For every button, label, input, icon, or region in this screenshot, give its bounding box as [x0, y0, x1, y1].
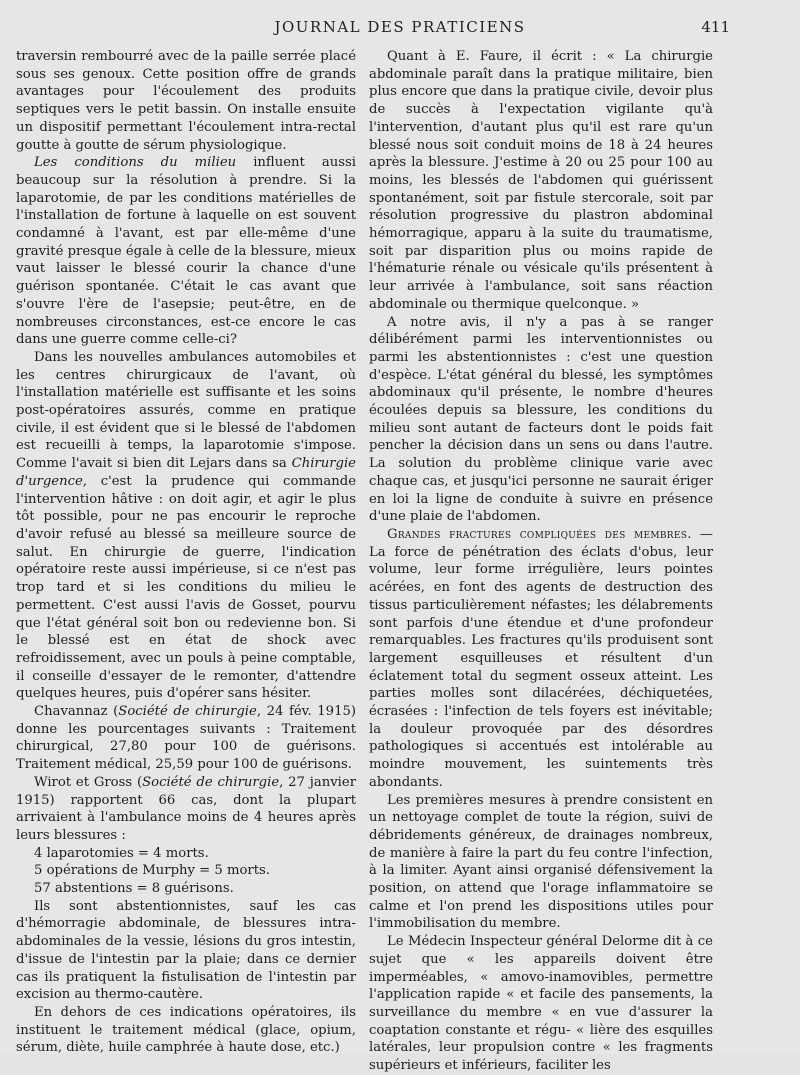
right-column	[369, 48, 713, 1075]
paragraph	[369, 526, 713, 792]
paragraph-text: Dans les nouvelles ambulances automobiles et les centres chirurgicaux de l'avant, où l'installation matérielle est suffisante et les soins post-opératoires assurés, comme en pratique civile, il est évident que si le blessé de l'abdomen est recueilli à temps, la laparotomie s'impose. Comme l'avait si bien dit Lejars dans sa	[16, 349, 356, 472]
page-header	[0, 14, 800, 44]
paragraph-text: , c'est la prudence qui commande l'intervention hâtive : on doit agir, et agir le plus tôt possible, pour ne pas encourir le reproche d'avoir refusé au blessé sa meilleure source de salut. En chirurgie de guerre, l'indication opératoire reste aussi impérieuse, si ce n'est pas trop tard et si les conditions du milieu le permettent. C'est aussi l'avis de Gosset, pourvu que l'état général soit bon ou redevienne bon. Si le blessé est en état de shock avec refroidissement, avec un pouls à peine comptable, il conseille d'essayer de le remonter, d'attendre quelques heures, puis d'opérer sans hésiter.	[16, 473, 356, 702]
paragraph: Quant à E. Faure, il écrit : « La chirurgie abdominale paraît dans la pratique militaire, bien plus encore que dans la pratique civile, devoir plus de succès à l'expectation vigilante qu'à l'intervention, d'autant plus qu'il est rare qu'un blessé nous soit conduit moins de 18 à 24 heures après la blessure. J'estime à 20 ou 25 pour 100 au moins, les blessés de l'abdomen qui guérissent spontanément, soit par fistule stercorale, soit par résolution progressive du plastron abdominal hémorragique, apparu à la suite du traumatisme, soit par disparition plus ou moins rapide de l'hématurie rénale ou vésicale qu'ils présentent à leur arrivée à l'ambulance, soit sans réaction abdominale ou thermique quelconque. »	[369, 49, 713, 312]
paragraph: Le Médecin Inspecteur général Delorme dit à ce sujet que « les appareils doivent être imperméables, « amovo-inamovibles, permettre l'application rapide « et facile des pansements, la surveillance du membre « en vue d'assurer la coaptation constante et régu- « lière des esquilles latérales, leur propulsion contre « les fragments supérieurs et inférieurs, faciliter les	[369, 934, 713, 1074]
journal-title: JOURNAL DES PRATICIENS	[274, 18, 526, 36]
paragraph-text: , 24 fév. 1915) donne les pourcentages suivants : Traitement chirurgical, 27,80 pour 100 de guérisons. Traitement médical, 25,59 pour 100 de guérisons.	[16, 704, 356, 773]
paragraph	[16, 349, 356, 703]
paragraph-text: influent aussi beaucoup sur la résolution à prendre. Si la laparotomie, de par les conditions matérielles de l'installation de fortune à laquelle on est souvent condamné à l'avant, est par elle-même d'une gravité presque égale à celle de la blessure, mieux vaut laisser le blessé courir la chance d'une guérison spontanée. C'était le cas avant que s'ouvre l'ère de l'asepsie; peut-être, en de nombreuses circonstances, est-ce encore le cas dans une guerre comme celle-ci?	[16, 155, 356, 348]
paragraph-text: Chavannaz (	[34, 704, 119, 720]
page-number: 411	[701, 18, 730, 36]
paragraph-text: , 27 janvier 1915) rapportent 66 cas, dont la plupart arrivaient à l'ambulance moins de 4 heures après leurs blessures :	[16, 774, 356, 843]
left-column	[16, 48, 356, 1057]
italic-citation: Société de chirurgie	[118, 704, 257, 720]
paragraph	[16, 154, 356, 349]
italic-citation: Société de chirurgie	[142, 774, 280, 790]
paragraph	[16, 703, 356, 774]
list-item: 57 abstentions = 8 guérisons.	[34, 881, 234, 897]
list-item: 4 laparotomies = 4 morts.	[34, 845, 209, 861]
section-heading: Grandes fractures compliquées des membres.	[387, 526, 692, 542]
paragraph: Ils sont abstentionnistes, sauf les cas d'hémorragie abdominale, de blessures intra-abdominales de la vessie, lésions du gros intestin, d'issue de l'intestin par la plaie; dans ce dernier cas ils pratiquent la fistulisation de l'intestin par excision au thermo-cautère.	[16, 898, 356, 1003]
paragraph: A notre avis, il n'y a pas à se ranger délibérément parmi les interventionnistes ou parmi les abstentionnistes : c'est une question d'espèce. L'état général du blessé, les symptômes abdominaux qu'il présente, le nombre d'heures écoulées depuis sa blessure, les conditions du milieu sont autant de facteurs dont le poids fait pencher la décision dans un sens ou dans l'autre. La solution du problème clinique varie avec chaque cas, et jusqu'ici personne ne saurait ériger en loi la ligne de conduite à suivre en présence d'une plaie de l'abdomen.	[369, 314, 713, 525]
italic-phrase: Les conditions du milieu	[34, 155, 237, 171]
paragraph: traversin rembourré avec de la paille serrée placé sous ses genoux. Cette position offre de grands avantages pour l'écoulement des produits septiques vers le petit bassin. On installe ensuite un dispositif permettant l'écoulement intra-rectal goutte à goutte de sérum physiologique.	[16, 49, 356, 153]
paragraph: Les premières mesures à prendre consistent en un nettoyage complet de toute la région, suivi de débridements généreux, de drainages nombreux, de manière à faire la part du feu contre l'infection, à la limiter. Ayant ainsi organisé défensivement la position, on attend que l'orage inflammatoire se calme et l'on prend les dispositions utiles pour l'immobilisation du membre.	[369, 792, 713, 932]
list-item: 5 opérations de Murphy = 5 morts.	[34, 863, 270, 879]
paragraph: En dehors de ces indications opératoires, ils instituent le traitement médical (glace, opium, sérum, diète, huile camphrée à haute dose, etc.)	[16, 1004, 356, 1056]
paragraph-text: Wirot et Gross (	[34, 774, 143, 790]
paragraph-text: — La force de pénétration des éclats d'obus, leur volume, leur forme irrégulière, leurs pointes acérées, en font des agents de destruction des tissus particulièrement néfastes; les délabrements sont parfois d'une étendue et d'une profondeur remarquables. Les fractures qu'ils produisent sont largement esquilleuses et résultent d'un éclatement total du segment osseux atteint. Les parties molles sont dilacérées, déchiquetées, écrasées : l'infection de tels foyers est inévitable; la douleur provoquée par des désordres pathologiques si accentués est intolérable au moindre mouvement, les suintements très abondants.	[369, 526, 713, 790]
paragraph	[16, 774, 356, 845]
italic-title: Chirurgie d'urgence	[16, 456, 356, 489]
